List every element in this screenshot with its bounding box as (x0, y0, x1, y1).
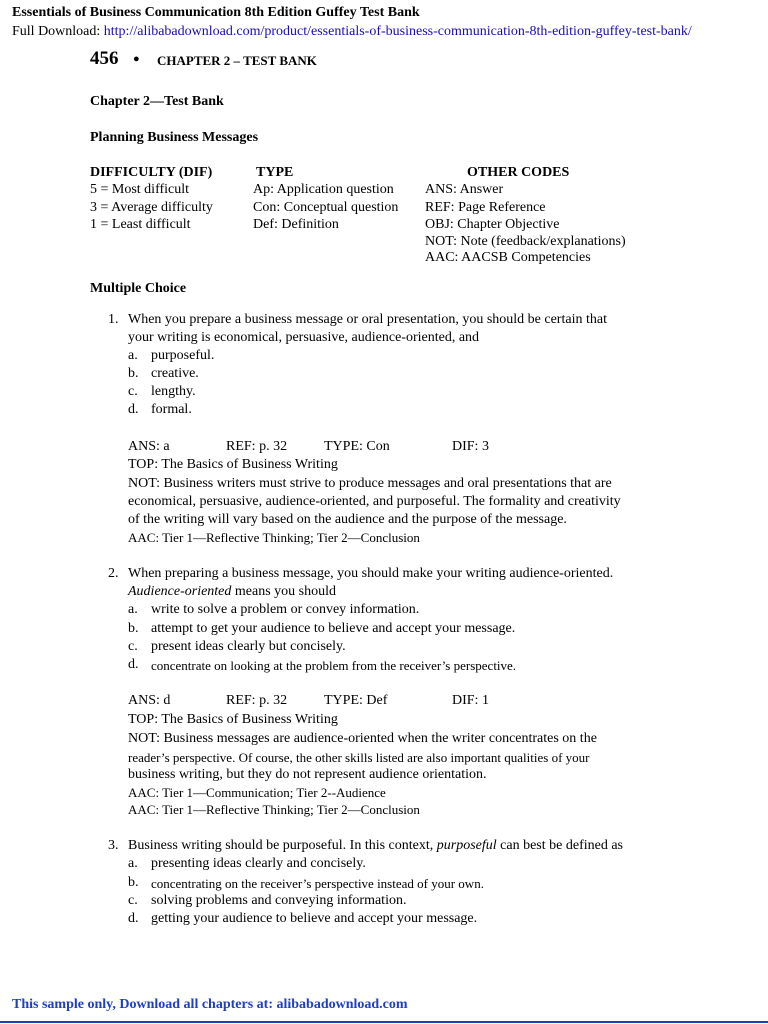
legend-type-item: Def: Definition (253, 217, 339, 232)
note-line: business writing, but they do not represent audience orientation. (128, 767, 487, 782)
note-line: reader’s perspective. Of course, the other skills listed are also important qualities of your (128, 750, 590, 765)
question-stem: When preparing a business message, you should make your writing audience-oriented. (128, 566, 614, 581)
answer-key: ANS: d (128, 693, 171, 708)
page-reference: REF: p. 32 (226, 693, 288, 708)
option-text: attempt to get your audience to believe and accept your message. (151, 621, 516, 636)
option-text: concentrate on looking at the problem from the receiver’s perspective. (151, 658, 517, 673)
question-stem: When you prepare a business message or oral presentation, you should be certain that (128, 312, 607, 327)
option-letter: b. (128, 366, 139, 381)
running-head-chapter: CHAPTER 2 – TEST BANK (157, 53, 317, 68)
topic: TOP: The Basics of Business Writing (128, 712, 338, 727)
aacsb-line: AAC: Tier 1—Reflective Thinking; Tier 2—Conclusion (128, 530, 420, 545)
download-label: Full Download: (12, 24, 104, 39)
legend-type-item: Ap: Application question (253, 182, 394, 197)
option-text: lengthy. (151, 384, 196, 399)
chapter-title: Chapter 2—Test Bank (90, 94, 224, 109)
option-text: presenting ideas clearly and concisely. (151, 856, 366, 871)
option-text: present ideas clearly but concisely. (151, 639, 346, 654)
option-letter: b. (128, 875, 139, 890)
legend-codes-item: NOT: Note (feedback/explanations) (425, 234, 626, 249)
option-letter: d. (128, 402, 139, 417)
option-text: creative. (151, 366, 199, 381)
stem-text: means you should (231, 584, 337, 599)
banner-title: Essentials of Business Communication 8th Edition Guffey Test Bank (12, 5, 420, 20)
legend-codes-item: OBJ: Chapter Objective (425, 217, 560, 232)
option-text: solving problems and conveying information. (151, 893, 407, 908)
legend-difficulty-heading: DIFFICULTY (DIF) (90, 165, 213, 180)
bullet-icon: ● (133, 53, 140, 65)
legend-codes-item: ANS: Answer (425, 182, 504, 197)
stem-text: Business writing should be purposeful. In this context, (128, 838, 437, 853)
legend-type-heading: TYPE (256, 165, 294, 180)
aacsb-line: AAC: Tier 1—Communication; Tier 2--Audience (128, 785, 386, 800)
option-letter: a. (128, 348, 138, 363)
option-letter: c. (128, 639, 138, 654)
option-letter: a. (128, 602, 138, 617)
question-type: TYPE: Con (324, 439, 390, 454)
question-number: 1. (108, 312, 119, 327)
option-text: getting your audience to believe and accept your message. (151, 911, 478, 926)
option-text: formal. (151, 402, 192, 417)
legend-codes-item: REF: Page Reference (425, 200, 546, 215)
option-text: concentrating on the receiver’s perspective instead of your own. (151, 876, 484, 891)
option-letter: c. (128, 893, 138, 908)
aacsb-line: AAC: Tier 1—Reflective Thinking; Tier 2—Conclusion (128, 802, 420, 817)
download-line (12, 24, 692, 40)
note-line: NOT: Business messages are audience-oriented when the writer concentrates on the (128, 731, 597, 746)
legend-type-item: Con: Conceptual question (253, 200, 399, 215)
question-type: TYPE: Def (324, 693, 388, 708)
question-stem (128, 584, 336, 600)
answer-key: ANS: a (128, 439, 170, 454)
stem-text: can best be defined as (496, 838, 623, 853)
footer-divider (0, 1021, 768, 1023)
page-number: 456 (90, 48, 119, 69)
download-link[interactable]: http://alibabadownload.com/product/essentials-of-business-communication-8th-edition-guffey-test-bank/ (103, 24, 692, 39)
question-number: 3. (108, 838, 119, 853)
option-letter: c. (128, 384, 138, 399)
option-letter: d. (128, 657, 139, 672)
legend-codes-heading: OTHER CODES (467, 165, 570, 180)
note-line: NOT: Business writers must strive to produce messages and oral presentations that are (128, 476, 612, 491)
legend-difficulty-item: 1 = Least difficult (90, 217, 191, 232)
multiple-choice-heading: Multiple Choice (90, 281, 187, 296)
footer-download-notice[interactable]: This sample only, Download all chapters at: alibabadownload.com (12, 997, 408, 1012)
topic: TOP: The Basics of Business Writing (128, 457, 338, 472)
difficulty: DIF: 1 (452, 693, 489, 708)
legend-difficulty-item: 5 = Most difficult (90, 182, 190, 197)
option-letter: b. (128, 621, 139, 636)
option-text: purposeful. (151, 348, 215, 363)
option-text: write to solve a problem or convey information. (151, 602, 420, 617)
legend-codes-item: AAC: AACSB Competencies (425, 250, 591, 265)
option-letter: a. (128, 856, 138, 871)
question-number: 2. (108, 566, 119, 581)
difficulty: DIF: 3 (452, 439, 489, 454)
page-reference: REF: p. 32 (226, 439, 288, 454)
italic-term: purposeful (436, 838, 497, 853)
option-letter: d. (128, 911, 139, 926)
note-line: of the writing will vary based on the audience and the purpose of the message. (128, 512, 567, 527)
italic-term: Audience-oriented (128, 584, 232, 599)
legend-difficulty-item: 3 = Average difficulty (90, 200, 213, 215)
question-stem (128, 838, 623, 854)
question-stem: your writing is economical, persuasive, audience-oriented, and (128, 330, 480, 345)
note-line: economical, persuasive, audience-oriented, and purposeful. The formality and creativity (128, 494, 621, 509)
section-title: Planning Business Messages (90, 130, 259, 145)
